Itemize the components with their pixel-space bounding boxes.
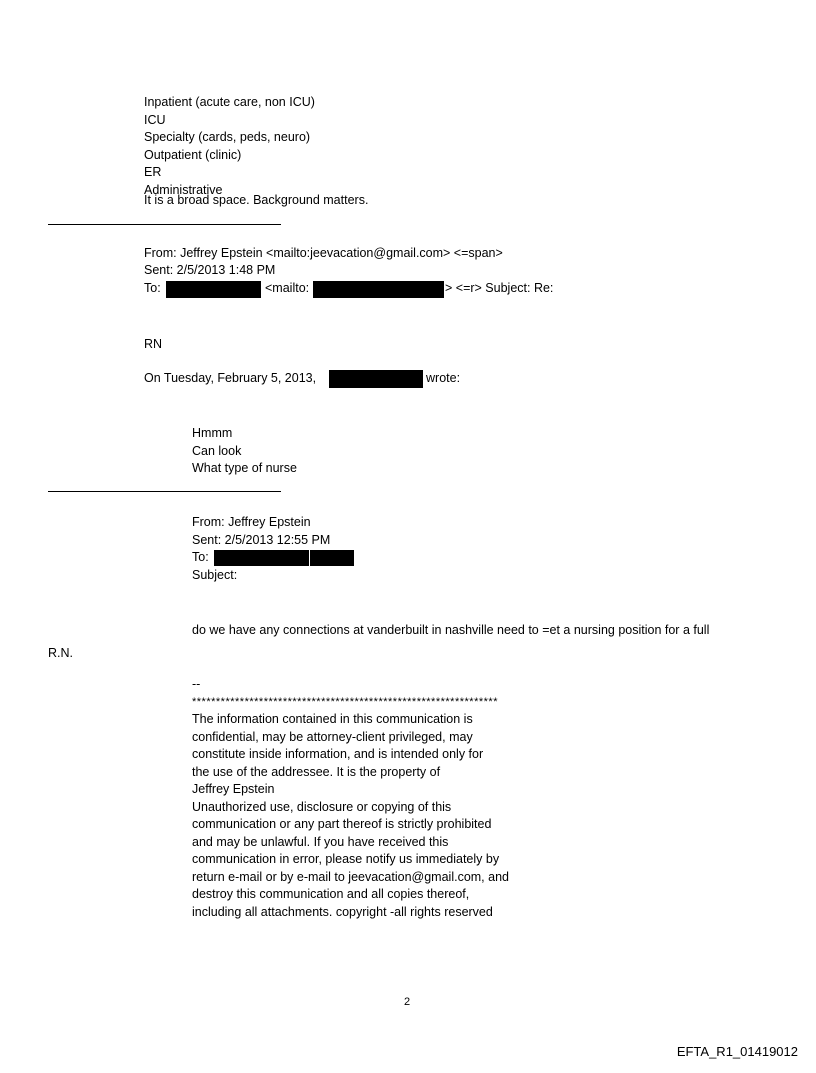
separator-line [48, 224, 281, 225]
disclaimer-line: communication in error, please notify us immediately by [192, 852, 500, 866]
disclaimer-line: Jeffrey Epstein [192, 782, 275, 796]
page-number: 2 [404, 996, 411, 1008]
disclaimer-line: Unauthorized use, disclosure or copying of this [192, 799, 452, 814]
list-item: ICU [144, 112, 166, 127]
disclaimer-line: communication or any part thereof is strictly prohibited [192, 817, 492, 831]
header-from: From: Jeffrey Epstein <mailto:jeevacation@gmail.com> <=span> [144, 246, 503, 260]
quoted-line: Hmmm [192, 426, 233, 440]
disclaimer-line: The information contained in this communication is [192, 712, 473, 726]
disclaimer [192, 711, 509, 921]
redaction-box [313, 281, 444, 298]
closing-text: It is a broad space. Background matters. [144, 193, 369, 207]
list-item: ER [144, 165, 162, 179]
quote-intro-suffix: wrote: [426, 371, 461, 385]
quoted-message [192, 425, 297, 478]
document-id: EFTA_R1_01419012 [676, 1044, 798, 1059]
signature-stars: **************************************************************** [192, 696, 498, 708]
redaction-box [166, 281, 261, 298]
header-sent: Sent: 2/5/2013 12:55 PM [192, 533, 331, 547]
quoted-line: What type of nurse [192, 461, 297, 475]
body-line: do we have any connections at vanderbuilt in nashville need to =et a nursing position for a full [192, 623, 710, 637]
quoted-line: Can look [192, 443, 242, 458]
disclaimer-line: including all attachments. copyright -all rights reserved [192, 904, 493, 919]
redaction-box [214, 550, 309, 566]
header-to-tail: > <=r> Subject: Re: [445, 281, 554, 295]
disclaimer-line: destroy this communication and all copies thereof, [192, 887, 470, 901]
body-line: R.N. [48, 646, 73, 660]
signature-dashes: -- [192, 677, 201, 691]
role-list [144, 94, 315, 199]
list-item: Specialty (cards, peds, neuro) [144, 130, 311, 144]
disclaimer-line: and may be unlawful. If you have received this [192, 834, 449, 849]
list-item: Administrative [144, 182, 223, 197]
header-to-label: To: [192, 550, 209, 564]
list-item: Outpatient (clinic) [144, 147, 242, 162]
header-from: From: Jeffrey Epstein [192, 515, 311, 529]
header-sent: Sent: 2/5/2013 1:48 PM [144, 263, 276, 277]
disclaimer-line: confidential, may be attorney-client privileged, may [192, 729, 473, 744]
separator-line [48, 491, 281, 492]
disclaimer-line: the use of the addressee. It is the property of [192, 764, 441, 779]
quote-intro-prefix: On Tuesday, February 5, 2013, [144, 371, 317, 385]
redaction-box [310, 550, 354, 566]
list-item: Inpatient (acute care, non ICU) [144, 95, 315, 109]
header-mailto-label: <mailto: [265, 281, 310, 295]
disclaimer-line: return e-mail or by e-mail to jeevacation@gmail.com, and [192, 869, 509, 884]
disclaimer-line: constitute inside information, and is intended only for [192, 747, 484, 761]
header-to-label: To: [144, 281, 161, 295]
redaction-box [329, 370, 423, 388]
reply-text: RN [144, 337, 163, 351]
header-subject: Subject: [192, 568, 238, 582]
